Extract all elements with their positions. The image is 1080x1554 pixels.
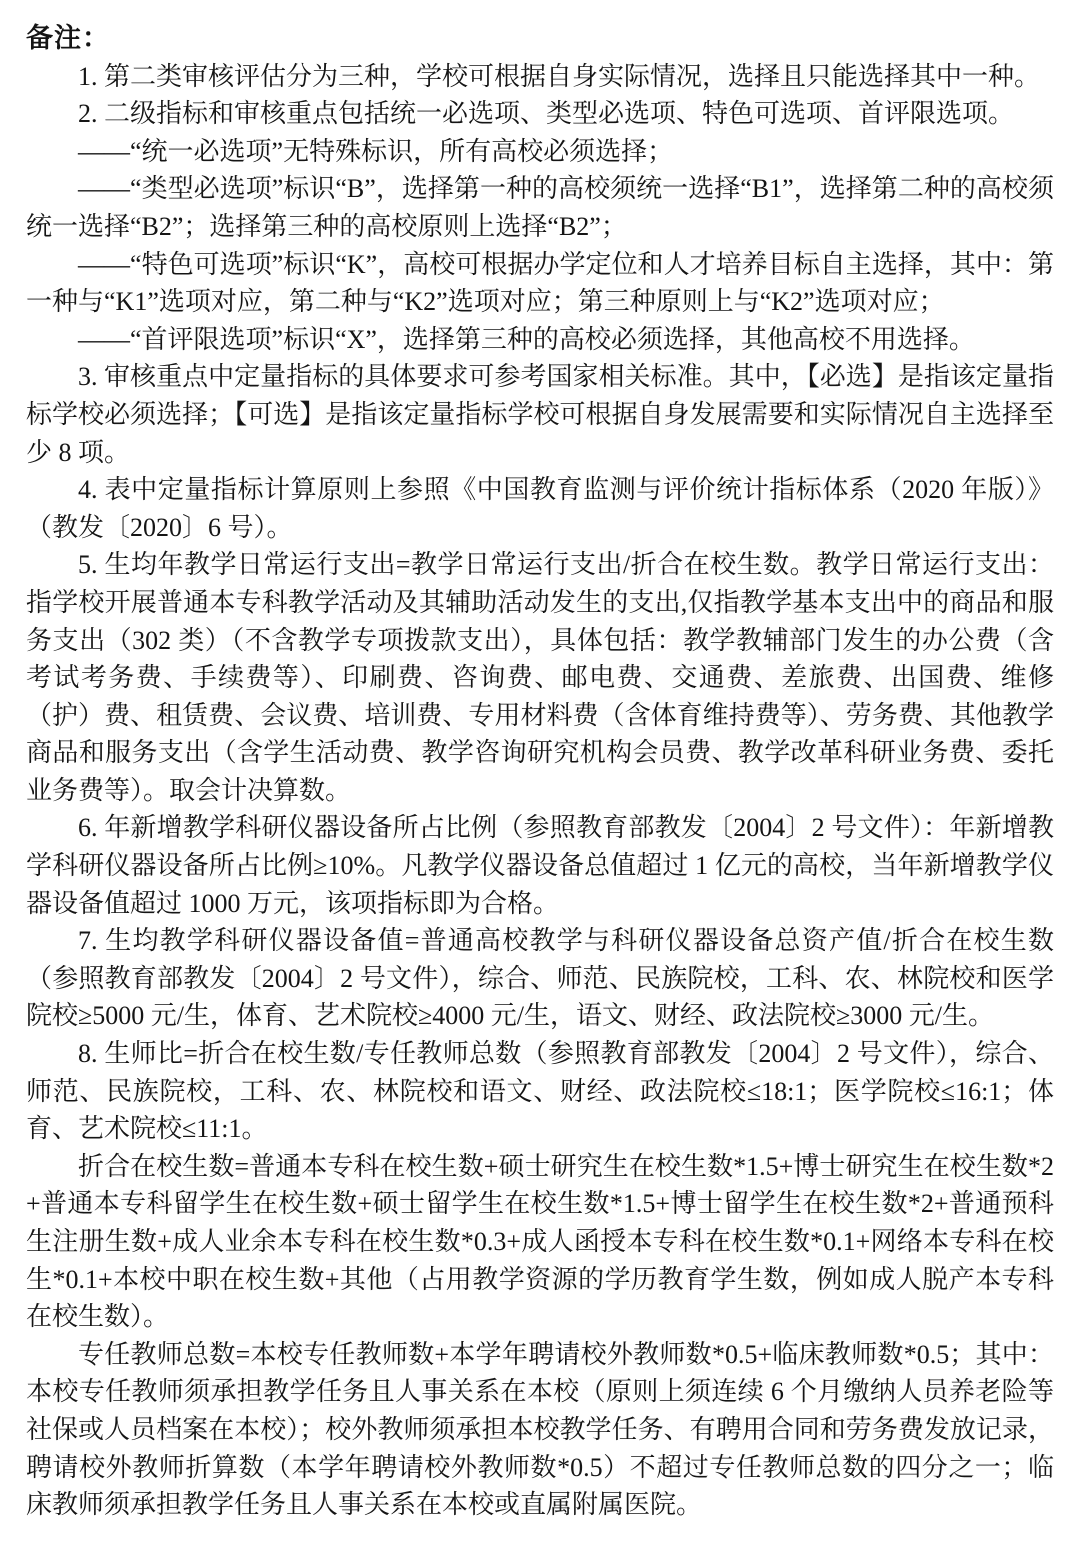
note-item-8-fulltime-teachers-formula: 专任教师总数=本校专任教师数+本学年聘请校外教师数*0.5+临床教师数*0.5；其中：本校专任教师须承担教学任务且人事关系在本校（原则上须连续 6 个月缴纳人员养老险等社保或人员档案在本校）；校外教师须承担本校教学任务、有聘用合同和劳务费发放记录，聘请校外教师折算数（本学年聘请校外教师数*0.5）不超过专任教师总数的四分之一；临床教师须承担教学任务且人事关系在本校或直属附属医院。 (26, 1339, 1054, 1520)
note-item-7: 7. 生均教学科研仪器设备值=普通高校教学与科研仪器设备总资产值/折合在校生数（参照教育部教发〔2004〕2 号文件），综合、师范、民族院校，工科、农、林院校和医学院校≥5000 元/生，体育、艺术院校≥4000 元/生，语文、财经、政法院校≥3000 元/生。 (26, 926, 1054, 1031)
note-item-2-sub-first-eval-limited: ——“首评限选项”标识“X”，选择第三种的高校必须选择，其他高校不用选择。 (78, 324, 975, 354)
note-item-8: 8. 生师比=折合在校生数/专任教师总数（参照教育部教发〔2004〕2 号文件），综合、师范、民族院校，工科、农、林院校和语文、财经、政法院校≤18:1；医学院校≤16:1；体育、艺术院校≤11:1。 (26, 1039, 1054, 1144)
note-item-1: 1. 第二类审核评估分为三种，学校可根据自身实际情况，选择且只能选择其中一种。 (78, 61, 1041, 91)
note-item-3: 3. 审核重点中定量指标的具体要求可参考国家相关标准。其中，【必选】是指该定量指标学校必须选择；【可选】是指该定量指标学校可根据自身发展需要和实际情况自主选择至少 8 项。 (26, 362, 1054, 467)
notes-heading: 备注： (26, 23, 110, 53)
note-item-4: 4. 表中定量指标计算原则上参照《中国教育监测与评价统计指标体系（2020 年版）》（教发〔2020〕6 号）。 (26, 475, 1054, 542)
note-item-2: 2. 二级指标和审核重点包括统一必选项、类型必选项、特色可选项、首评限选项。 (78, 99, 1015, 129)
note-item-5: 5. 生均年教学日常运行支出=教学日常运行支出/折合在校生数。教学日常运行支出：指学校开展普通本专科教学活动及其辅助活动发生的支出,仅指教学基本支出中的商品和服务支出（302 类）（不含教学专项拨款支出），具体包括：教学教辅部门发生的办公费（含考试考务费、手续费等）、印刷费、咨询费、邮电费、交通费、差旅费、出国费、维修（护）费、租赁费、会议费、培训费、专用材料费（含体育维持费等）、劳务费、其他教学商品和服务支出（含学生活动费、教学咨询研究机构会员费、教学改革科研业务费、委托业务费等）。取会计决算数。 (26, 550, 1054, 805)
note-item-2-sub-unified-required: ——“统一必选项”无特殊标识，所有高校必须选择； (78, 136, 674, 166)
note-item-8-converted-students-formula: 折合在校生数=普通本专科在校生数+硕士研究生在校生数*1.5+博士研究生在校生数*2+普通本专科留学生在校生数+硕士留学生在校生数*1.5+博士留学生在校生数*2+普通预科生注册生数+成人业余本专科在校生数*0.3+成人函授本专科在校生数*0.1+网络本专科在校生*0.1+本校中职在校生数+其他（占用教学资源的学历教育学生数，例如成人脱产本专科在校生数）。 (26, 1151, 1054, 1332)
note-item-2-sub-feature-optional: ——“特色可选项”标识“K”，高校可根据办学定位和人才培养目标自主选择，其中：第一种与“K1”选项对应，第二种与“K2”选项对应；第三种原则上与“K2”选项对应； (26, 249, 1055, 317)
note-item-2-sub-type-required: ——“类型必选项”标识“B”，选择第一种的高校须统一选择“B1”，选择第二种的高校须统一选择“B2”；选择第三种的高校原则上选择“B2”； (26, 174, 1054, 241)
note-item-6: 6. 年新增教学科研仪器设备所占比例（参照教育部教发〔2004〕2 号文件）：年新增教学科研仪器设备所占比例≥10%。凡教学仪器设备总值超过 1 亿元的高校，当年新增教学仪器设备值超过 1000 万元，该项指标即为合格。 (26, 813, 1054, 918)
